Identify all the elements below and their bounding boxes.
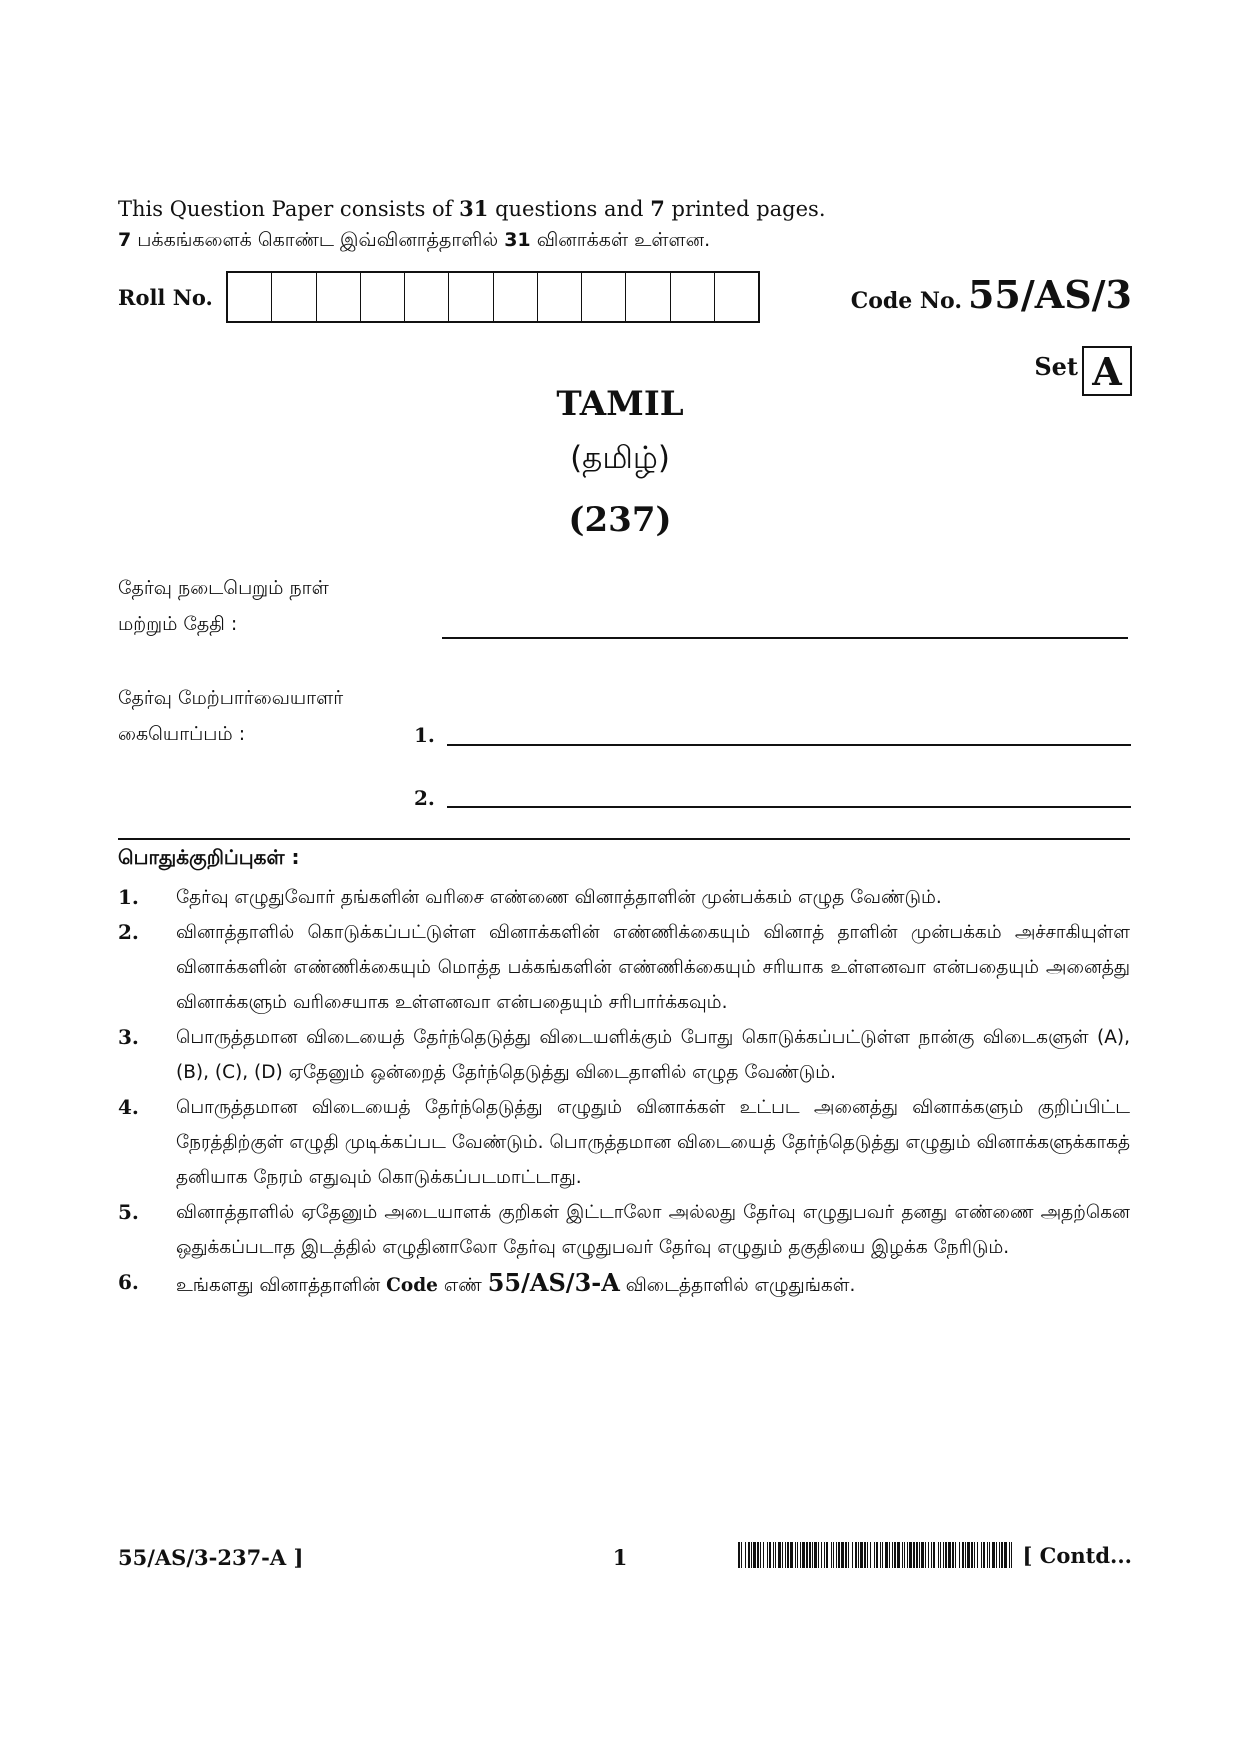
- code-number-label: Code No.: [850, 288, 962, 314]
- page-number: 1: [612, 1545, 628, 1570]
- code-number: [851, 272, 1132, 317]
- roll-number-cell[interactable]: [317, 273, 361, 321]
- subject-title-tamil: (தமிழ்): [570, 440, 670, 476]
- exam-date-line[interactable]: [442, 637, 1128, 639]
- instruction-item: 1. தேர்வு எழுதுவோர் தங்களின் வரிசை எண்ணை வினாத்தாளின் முன்பக்கம் எழுத வேண்டும்.: [118, 885, 942, 909]
- roll-number-cell[interactable]: [361, 273, 405, 321]
- roll-number-cell[interactable]: [538, 273, 582, 321]
- invigilator-signature-label: தேர்வு மேற்பார்வையாளர் கையொப்பம் :: [118, 687, 344, 745]
- intro-english: This Question Paper consists of 31 questions and 7 printed pages.: [118, 196, 826, 221]
- subject-title: TAMIL: [556, 384, 684, 424]
- instruction-item: 6. உங்களது வினாத்தாளின் Code எண் 55/AS/3-A விடைத்தாளில் எழுதுங்கள்.: [118, 1268, 856, 1297]
- footer-right: [738, 1542, 1132, 1568]
- roll-number-cell[interactable]: [626, 273, 670, 321]
- signature-2-number: 2.: [414, 786, 435, 810]
- general-instructions-title: பொதுக்குறிப்புகள் :: [118, 845, 300, 869]
- roll-number-cell[interactable]: [715, 273, 758, 321]
- intro-tamil: 7 பக்கங்களைக் கொண்ட இவ்வினாத்தாளில் 31 வினாக்கள் உள்ளன.: [118, 229, 711, 251]
- general-instructions-list: [118, 880, 1130, 1303]
- instruction-item: 2. வினாத்தாளில் கொடுக்கப்பட்டுள்ள வினாக்களின் எண்ணிக்கையும் வினாத் தாளின் முன்பக்கம் அச்சாகியுள்ள வினாக்களின் எண்ணிக்கையும் மொத்த பக்கங்களின் எண்ணிக்கையும் சரியாக உள்ளனவா என்பதையும் அனைத்து வினாக்களும் வரிசையாக உள்ளனவா என்பதையும் சரிபார்க்கவும்.: [118, 920, 1130, 1013]
- signature-1-line[interactable]: [447, 744, 1131, 746]
- roll-number-cell[interactable]: [494, 273, 538, 321]
- instruction-item: 4. பொருத்தமான விடையைத் தேர்ந்தெடுத்து எழுதும் வினாக்கள் உட்பட அனைத்து வினாக்களும் குறிப்பிட்ட நேரத்திற்குள் எழுதி முடிக்கப்பட வேண்டும். பொருத்தமான விடையைத் தேர்ந்தெடுத்து எழுதும் வினாக்களுக்காகத் தனியாக நேரம் எதுவும் கொடுக்கப்படமாட்டாது.: [118, 1095, 1130, 1188]
- set-value-box: A: [1082, 346, 1132, 396]
- signature-2-line[interactable]: [447, 806, 1131, 808]
- footer-paper-code: 55/AS/3-237-A ]: [118, 1545, 304, 1570]
- roll-number-grid[interactable]: [226, 271, 760, 323]
- roll-number-label: Roll No.: [118, 285, 213, 310]
- subject-code: (237): [568, 500, 672, 540]
- roll-number-cell[interactable]: [449, 273, 493, 321]
- section-divider: [118, 838, 1130, 840]
- roll-number-cell[interactable]: [671, 273, 715, 321]
- signature-1-number: 1.: [414, 723, 435, 747]
- roll-number-cell[interactable]: [405, 273, 449, 321]
- roll-number-cell[interactable]: [228, 273, 272, 321]
- code-number-value: 55/AS/3: [967, 272, 1132, 317]
- instruction-item: 3. பொருத்தமான விடையைத் தேர்ந்தெடுத்து விடையளிக்கும் போது கொடுக்கப்பட்டுள்ள நான்கு விடைகளுள் (A), (B), (C), (D) ஏதேனும் ஒன்றைத் தேர்ந்தெடுத்து விடைதாளில் எழுத வேண்டும்.: [118, 1025, 1130, 1083]
- continued-label: [ Contd...: [1022, 1542, 1132, 1568]
- roll-number-cell[interactable]: [272, 273, 316, 321]
- barcode-icon: [738, 1542, 1014, 1568]
- instruction-item: 5. வினாத்தாளில் ஏதேனும் அடையாளக் குறிகள் இட்டாலோ அல்லது தேர்வு எழுதுபவர் தனது எண்ணை அதற்கென ஒதுக்கப்படாத இடத்தில் எழுதினாலோ தேர்வு எழுதுபவர் தேர்வு எழுதும் தகுதியை இழக்க நேரிடும்.: [118, 1200, 1130, 1258]
- exam-date-label: தேர்வு நடைபெறும் நாள் மற்றும் தேதி :: [118, 577, 329, 635]
- set-label: Set: [1034, 352, 1078, 381]
- roll-number-cell[interactable]: [582, 273, 626, 321]
